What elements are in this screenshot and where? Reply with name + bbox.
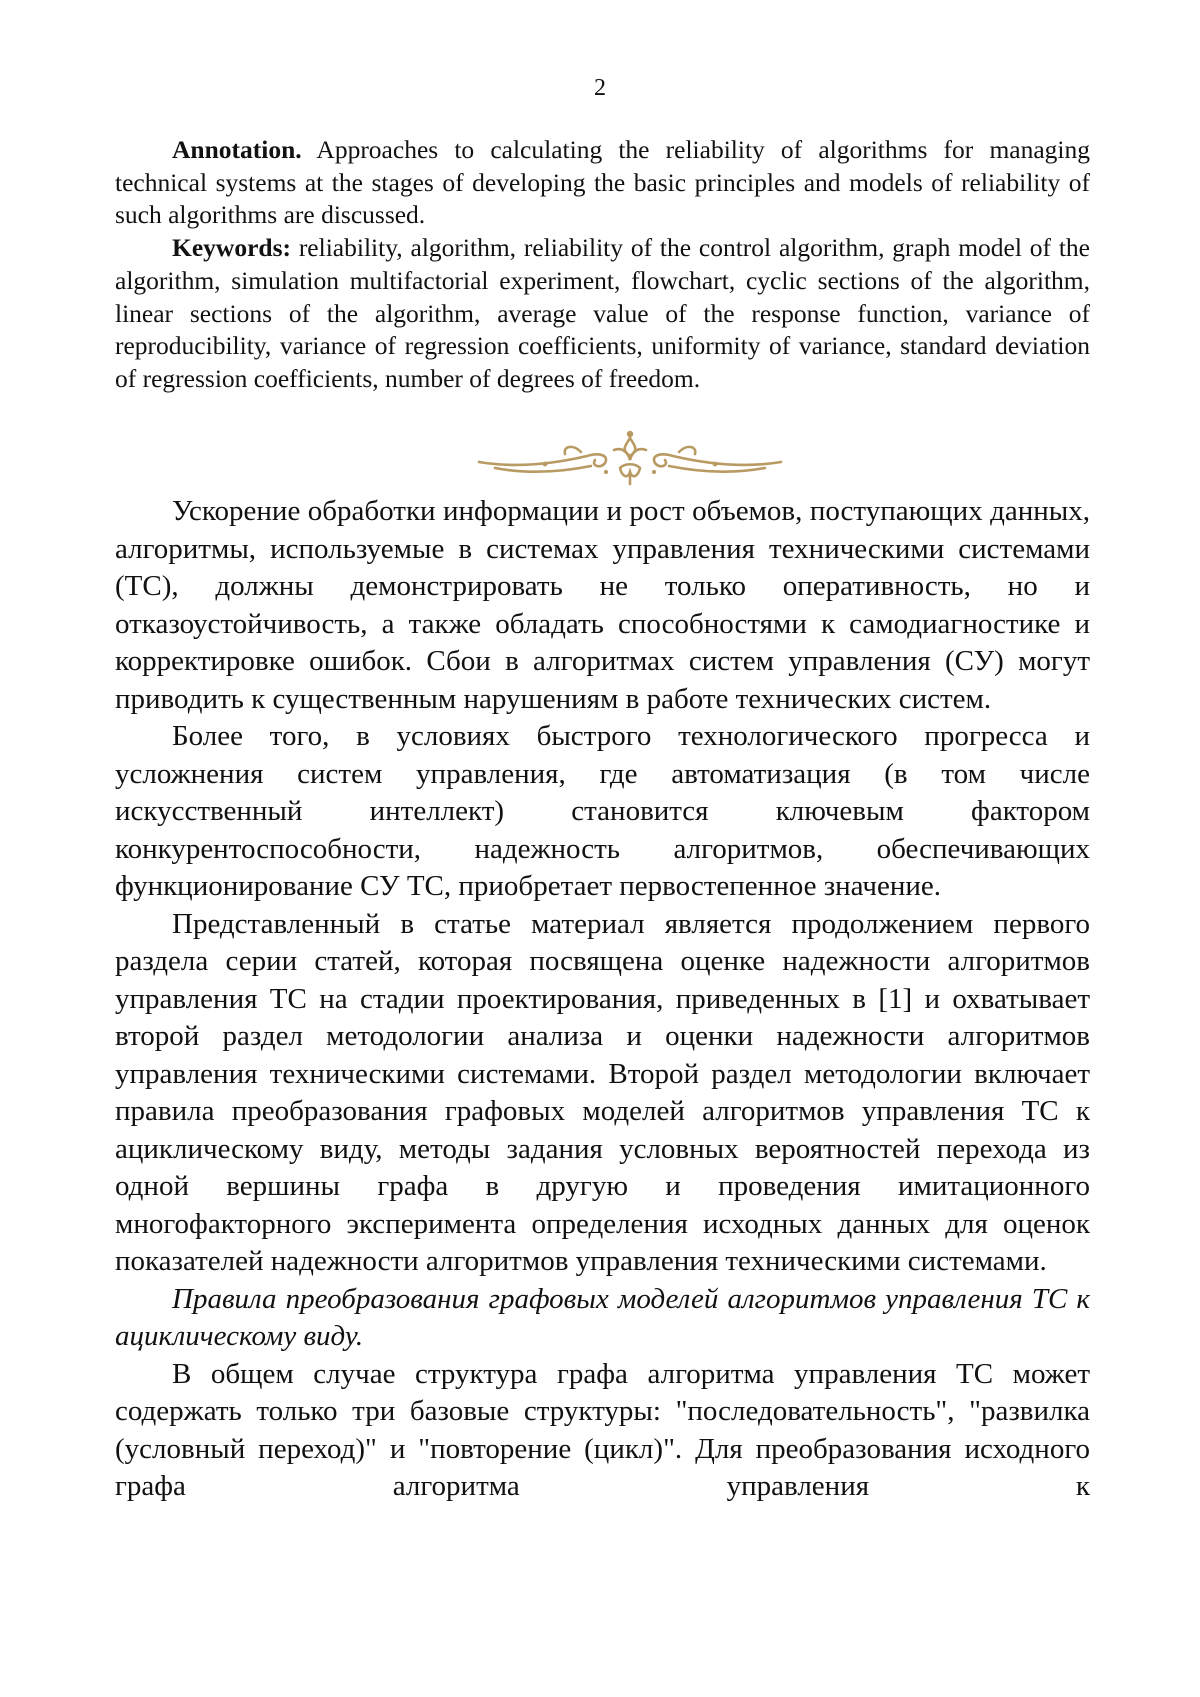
body-paragraph: Ускорение обработки информации и рост объемов, поступающих данных, алгоритмы, используемые в системах управления техническими системами (ТС), должны демонстрировать не только оперативность, но и отказоустойчивость, а также обладать способностями к самодиагностике и корректировке ошибок. Сбои в алгоритмах систем управления (СУ) могут приводить к существенным нарушениям в работе технических систем. (115, 495, 1090, 715)
annotation-text: Approaches to calculating the reliability of algorithms for managing technical systems at the stages of developing the basic principles and models of reliability of such algorithms are discussed. (115, 135, 1090, 230)
keywords-label: Keywords: (172, 233, 291, 263)
page-number: 2 (594, 75, 606, 101)
body-paragraph: Представленный в статье материал является продолжением первого раздела серии статей, которая посвящена оценке надежности алгоритмов управления ТС на стадии проектирования, приведенных в [1] и охватывает второй раздел методологии анализа и оценки надежности алгоритмов управления техническими системами. Второй раздел методологии включает правила преобразования графовых моделей алгоритмов управления ТС к ациклическому виду, методы задания условных вероятностей перехода из одной вершины графа в другую и проведения имитационного многофакторного эксперимента определения исходных данных для оценок показателей надежности алгоритмов управления техническими системами. (115, 907, 1090, 1277)
section-heading: Правила преобразования графовых моделей алгоритмов управления ТС к ациклическому виду. (115, 1282, 1090, 1352)
keywords-text: reliability, algorithm, reliability of the control algorithm, graph model of the algorithm, simulation multifactorial experiment, flowchart, cyclic sections of the algorithm, linear sections of the algorithm, average value of the response function, variance of reproducibility, variance of regression coefficients, uniformity of variance, standard deviation of regression coefficients, number of degrees of freedom. (115, 233, 1090, 393)
annotation-label: Annotation. (172, 135, 302, 164)
body-paragraph: Более того, в условиях быстрого технологического прогресса и усложнения систем управления, где автоматизация (в том числе искусственный интеллект) становится ключевым фактором конкурентоспособности, надежность алгоритмов, обеспечивающих функционирование СУ ТС, приобретает первостепенное значение. (115, 720, 1090, 902)
abstract-section (115, 134, 1090, 396)
keywords-paragraph (115, 232, 1090, 396)
ornamental-divider-icon (475, 428, 785, 490)
body-paragraph: В общем случае структура графа алгоритма управления ТС может содержать только три базовые структуры: "последовательность", "развилка (условный переход)" и "повторение (цикл)". Для преобразования исходного графа алгоритма управления к (115, 1357, 1090, 1502)
article-body (115, 493, 1090, 1506)
annotation-paragraph (115, 134, 1090, 232)
